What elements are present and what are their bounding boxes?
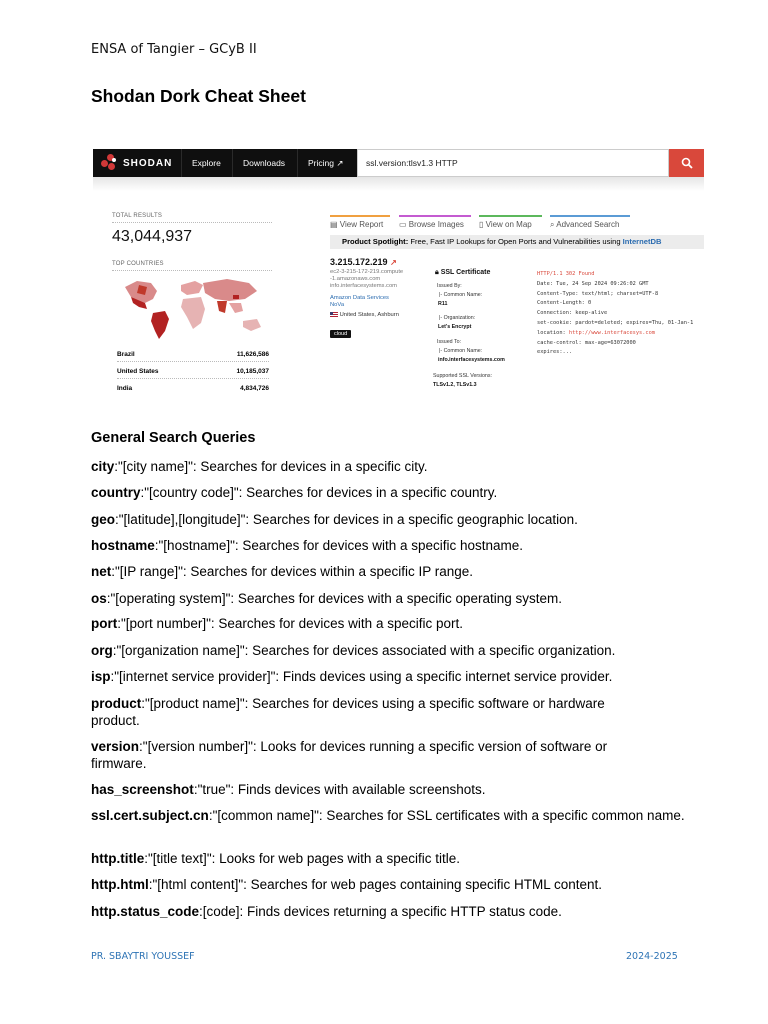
hostname-line: -1.amazonaws.com bbox=[330, 276, 381, 282]
ssl-cn-label-2: |- Common Name: bbox=[439, 348, 483, 354]
nav-explore[interactable]: Explore bbox=[181, 149, 231, 177]
world-map-icon bbox=[117, 273, 267, 345]
ssl-issuer-cn: R11 bbox=[438, 301, 448, 307]
total-results-label: TOTAL RESULTS bbox=[112, 213, 163, 219]
query-key: product bbox=[91, 696, 142, 711]
query-description: :"[html content]": Searches for web pages containing specific HTML content. bbox=[148, 877, 603, 892]
search-button[interactable] bbox=[669, 149, 704, 177]
http-status: HTTP/1.1 302 Found bbox=[537, 271, 595, 277]
query-key: http.status_code bbox=[91, 904, 200, 919]
chart-icon: ▤ bbox=[330, 220, 338, 229]
ssl-supported-label: Supported SSL Versions: bbox=[433, 373, 492, 379]
search-icon: ⌕ bbox=[550, 220, 555, 229]
search-icon bbox=[681, 157, 693, 169]
http-line: expires:... bbox=[537, 349, 573, 356]
ssl-subject-cn: info.interfacesystems.com bbox=[438, 357, 505, 363]
ssl-cn-label: |- Common Name: bbox=[439, 292, 483, 298]
ssl-issued-to: Issued To: bbox=[437, 339, 462, 345]
country-row-brazil[interactable] bbox=[117, 351, 269, 358]
spotlight-text: Free, Fast IP Lookups for Open Ports and Vulnerabilities using bbox=[408, 237, 623, 246]
query-description: :"[internet service provider]": Finds devices using a specific internet service provider. bbox=[110, 669, 613, 684]
country-count: 11,626,586 bbox=[236, 351, 269, 358]
shodan-logo[interactable] bbox=[101, 154, 172, 172]
total-results-value: 43,044,937 bbox=[112, 228, 193, 245]
header-org: ENSA of Tangier – GCyB II bbox=[91, 42, 257, 57]
ssl-org-label: |- Organization: bbox=[439, 315, 476, 321]
query-item bbox=[91, 739, 651, 772]
result-ip-text: 3.215.172.219 bbox=[330, 257, 388, 267]
http-line: location: bbox=[537, 329, 569, 336]
ssl-versions: TLSv1.2, TLSv1.3 bbox=[433, 382, 477, 388]
country-name: United States bbox=[117, 368, 159, 375]
result-ip[interactable] bbox=[330, 257, 397, 267]
query-description: :"[version number]": Looks for devices running a specific version of software or firmware. bbox=[91, 739, 608, 771]
query-item bbox=[91, 538, 661, 555]
query-description: :"[hostname]": Searches for devices with a specific hostname. bbox=[154, 538, 524, 553]
result-location bbox=[330, 312, 399, 318]
query-description: :"[organization name]": Searches for devices associated with a specific organization. bbox=[112, 643, 616, 658]
query-item bbox=[91, 616, 661, 633]
query-key: org bbox=[91, 643, 113, 658]
location-text: United States, Ashburn bbox=[339, 312, 399, 319]
country-count: 10,185,037 bbox=[236, 368, 269, 375]
query-description: :"[common name]": Searches for SSL certificates with a specific common name. bbox=[208, 808, 685, 823]
query-key: os bbox=[91, 591, 107, 606]
query-key: hostname bbox=[91, 538, 155, 553]
query-key: http.title bbox=[91, 851, 145, 866]
tab-view-on-map[interactable] bbox=[479, 215, 542, 229]
query-item bbox=[91, 808, 691, 825]
org-line: NoVa bbox=[330, 302, 345, 308]
country-row-india[interactable] bbox=[117, 385, 269, 392]
map-icon: ▯ bbox=[479, 220, 484, 229]
query-key: http.html bbox=[91, 877, 149, 892]
http-line: set-cookie: pardot=deleted; expires=Thu, 01-Jan-1 bbox=[537, 319, 694, 326]
query-description: :"[port number]": Searches for devices with a specific port. bbox=[117, 616, 463, 631]
external-link-icon[interactable]: ↗ bbox=[390, 258, 397, 267]
result-hostnames bbox=[330, 269, 403, 290]
spotlight-link[interactable]: InternetDB bbox=[622, 237, 662, 246]
query-key: geo bbox=[91, 512, 116, 527]
image-icon: ▭ bbox=[399, 220, 407, 229]
query-item bbox=[91, 643, 661, 660]
org-line: Amazon Data Services bbox=[330, 295, 389, 301]
query-item bbox=[91, 591, 661, 608]
tab-browse-images[interactable] bbox=[399, 215, 471, 229]
nav-downloads[interactable]: Downloads bbox=[232, 149, 295, 177]
lock-icon: 🔒︎ bbox=[435, 269, 439, 276]
query-key: city bbox=[91, 459, 115, 474]
query-description: :[code]: Finds devices returning a specific HTTP status code. bbox=[199, 904, 562, 919]
query-description: :"[country code]": Searches for devices in a specific country. bbox=[140, 485, 498, 500]
query-item bbox=[91, 877, 661, 894]
query-description: :"[city name]": Searches for devices in a specific city. bbox=[114, 459, 428, 474]
ssl-issuer-org: Let's Encrypt bbox=[438, 324, 472, 330]
tab-label: Advanced Search bbox=[556, 220, 620, 229]
hostname-line: ec2-3-215-172-219.compute bbox=[330, 269, 404, 275]
http-line: Connection: keep-alive bbox=[537, 310, 608, 317]
divider bbox=[117, 378, 269, 379]
top-countries-label: TOP COUNTRIES bbox=[112, 261, 164, 267]
shodan-logo-text: SHODAN bbox=[123, 157, 173, 169]
shodan-navbar bbox=[93, 149, 704, 177]
ssl-issued-by: Issued By: bbox=[437, 283, 462, 289]
result-org-link[interactable] bbox=[330, 295, 389, 309]
query-description: :"[title text]": Looks for web pages with a specific title. bbox=[144, 851, 460, 866]
query-item bbox=[91, 696, 651, 729]
query-description: :"[operating system]": Searches for devices with a specific operating system. bbox=[106, 591, 563, 606]
http-location-url[interactable]: http://www.interfacesys.com bbox=[568, 329, 655, 336]
search-input[interactable]: ssl.version:tlsv1.3 HTTP bbox=[357, 149, 669, 177]
http-line: cache-control: max-age=63072000 bbox=[537, 339, 636, 346]
tab-advanced-search[interactable] bbox=[550, 215, 630, 230]
http-line: Content-Type: text/html; charset=UTF-8 bbox=[537, 290, 659, 297]
query-description: :"true": Finds devices with available screenshots. bbox=[193, 782, 486, 797]
query-key: isp bbox=[91, 669, 111, 684]
query-item bbox=[91, 459, 661, 476]
query-key: ssl.cert.subject.cn bbox=[91, 808, 209, 823]
query-description: :"[latitude],[longitude]": Searches for devices in a specific geographic location. bbox=[115, 512, 578, 527]
country-count: 4,834,726 bbox=[240, 385, 269, 392]
section-title: General Search Queries bbox=[91, 430, 256, 446]
shodan-screenshot bbox=[93, 149, 704, 399]
hostname-line: info.interfacesystems.com bbox=[330, 283, 398, 289]
query-item bbox=[91, 904, 661, 921]
query-item bbox=[91, 564, 661, 581]
us-flag-icon bbox=[330, 312, 338, 317]
query-item bbox=[91, 485, 661, 502]
query-key: version bbox=[91, 739, 140, 754]
query-key: country bbox=[91, 485, 141, 500]
http-response bbox=[537, 270, 693, 358]
page-title: Shodan Dork Cheat Sheet bbox=[91, 86, 306, 106]
query-description: :"[product name]": Searches for devices using a specific software or hardware product. bbox=[91, 696, 605, 728]
tab-label: Browse Images bbox=[408, 220, 464, 229]
nav-pricing[interactable]: Pricing ↗ bbox=[297, 149, 353, 177]
query-key: net bbox=[91, 564, 112, 579]
navbar-shadow bbox=[93, 177, 704, 191]
http-line: Date: Tue, 24 Sep 2024 09:26:02 GMT bbox=[537, 280, 649, 287]
tab-label: View on Map bbox=[485, 220, 532, 229]
country-row-united-states[interactable] bbox=[117, 368, 269, 375]
divider bbox=[117, 361, 269, 362]
shodan-logo-icon bbox=[101, 154, 119, 172]
ssl-certificate-title bbox=[435, 269, 490, 277]
query-item bbox=[91, 851, 661, 868]
query-description: :"[IP range]": Searches for devices within a specific IP range. bbox=[111, 564, 474, 579]
result-tag[interactable]: cloud bbox=[330, 330, 351, 338]
divider bbox=[112, 270, 272, 271]
country-name: Brazil bbox=[117, 351, 135, 358]
query-key: has_screenshot bbox=[91, 782, 194, 797]
query-item bbox=[91, 669, 661, 686]
query-item bbox=[91, 782, 661, 799]
http-line: Content-Length: 0 bbox=[537, 300, 592, 307]
tab-view-report[interactable] bbox=[330, 215, 390, 229]
footer-author: PR. SBAYTRI YOUSSEF bbox=[91, 951, 195, 962]
product-spotlight-banner bbox=[330, 235, 704, 249]
country-name: India bbox=[117, 385, 133, 392]
footer-year: 2024-2025 bbox=[626, 951, 678, 962]
divider bbox=[112, 222, 272, 223]
spotlight-label: Product Spotlight: bbox=[342, 237, 409, 246]
tab-label: View Report bbox=[339, 220, 384, 229]
query-item bbox=[91, 512, 661, 529]
ssl-title-text: SSL Certificate bbox=[440, 269, 491, 276]
query-key: port bbox=[91, 616, 118, 631]
